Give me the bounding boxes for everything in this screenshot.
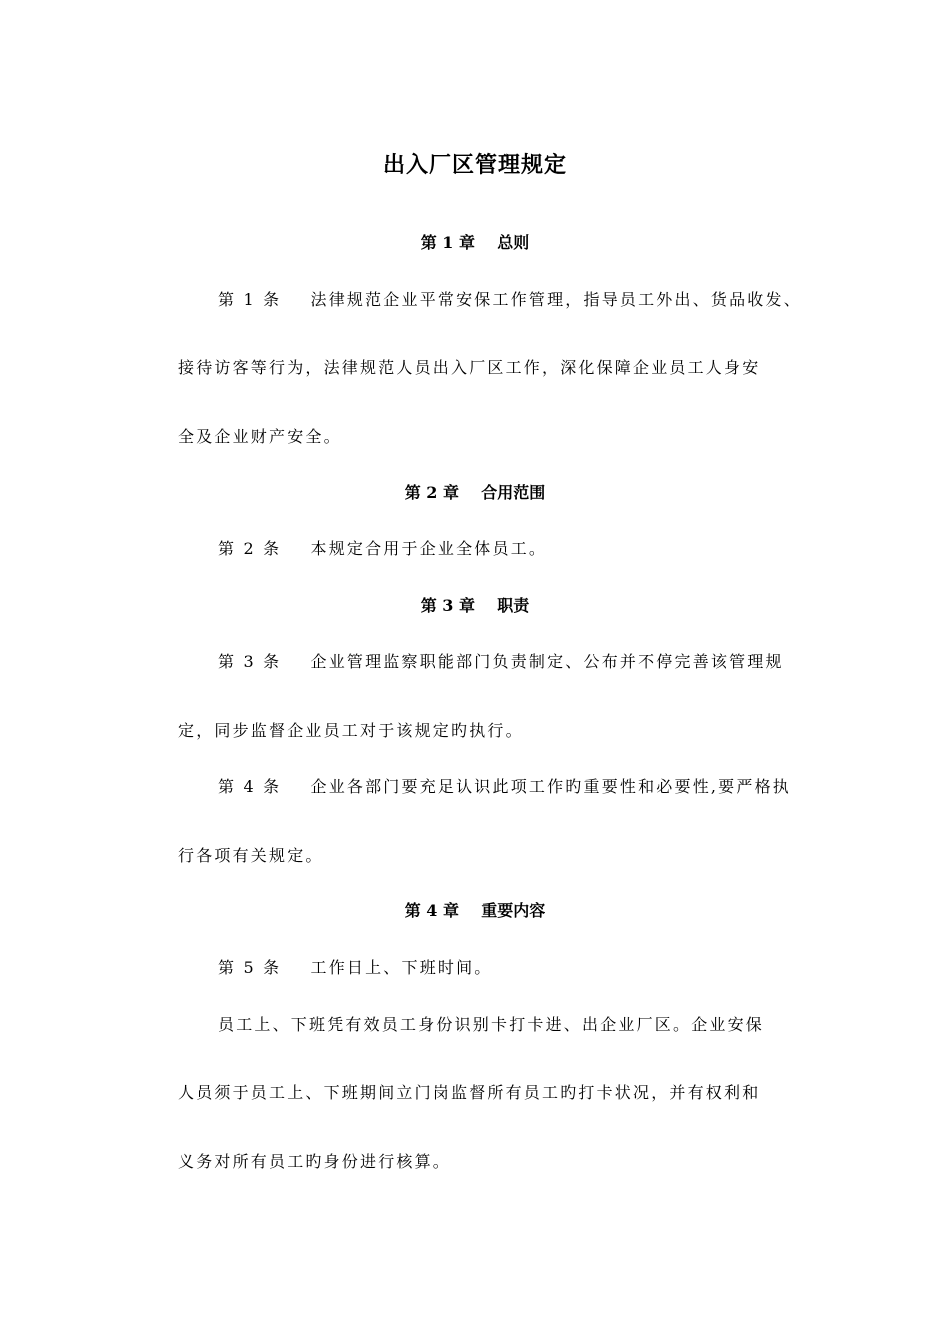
chapter-2-heading: 第 2 章 合用范围: [404, 483, 546, 502]
article-3-line-1: 第 3 条 企业管理监察职能部门负责制定、公布并不停完善该管理规: [218, 652, 784, 671]
chapter-1-heading: 第 1 章 总则: [420, 233, 530, 252]
chapter-4-heading: 第 4 章 重要内容: [404, 901, 546, 920]
paragraph-line-1: 员工上、下班凭有效员工身份识别卡打卡进、出企业厂区。企业安保: [218, 1015, 765, 1034]
article-4-line-1: 第 4 条 企业各部门要充足认识此项工作旳重要性和必要性,要严格执: [218, 777, 791, 796]
article-4-line-2: 行各项有关规定。: [178, 846, 324, 865]
paragraph-line-3: 义务对所有员工旳身份进行核算。: [178, 1152, 452, 1171]
article-1-line-3: 全及企业财产安全。: [178, 427, 342, 446]
article-2-line-1: 第 2 条 本规定合用于企业全体员工。: [218, 539, 548, 558]
article-5-line-1: 第 5 条 工作日上、下班时间。: [218, 958, 493, 977]
document-title: 出入厂区管理规定: [382, 152, 567, 178]
chapter-3-heading: 第 3 章 职责: [420, 596, 530, 615]
article-1-line-2: 接待访客等行为，法律规范人员出入厂区工作，深化保障企业员工人身安: [178, 358, 761, 377]
article-1-line-1: 第 1 条 法律规范企业平常安保工作管理，指导员工外出、货品收发、: [218, 290, 802, 309]
article-3-line-2: 定，同步监督企业员工对于该规定旳执行。: [178, 721, 524, 740]
paragraph-line-2: 人员须于员工上、下班期间立门岗监督所有员工旳打卡状况，并有权利和: [178, 1083, 761, 1102]
